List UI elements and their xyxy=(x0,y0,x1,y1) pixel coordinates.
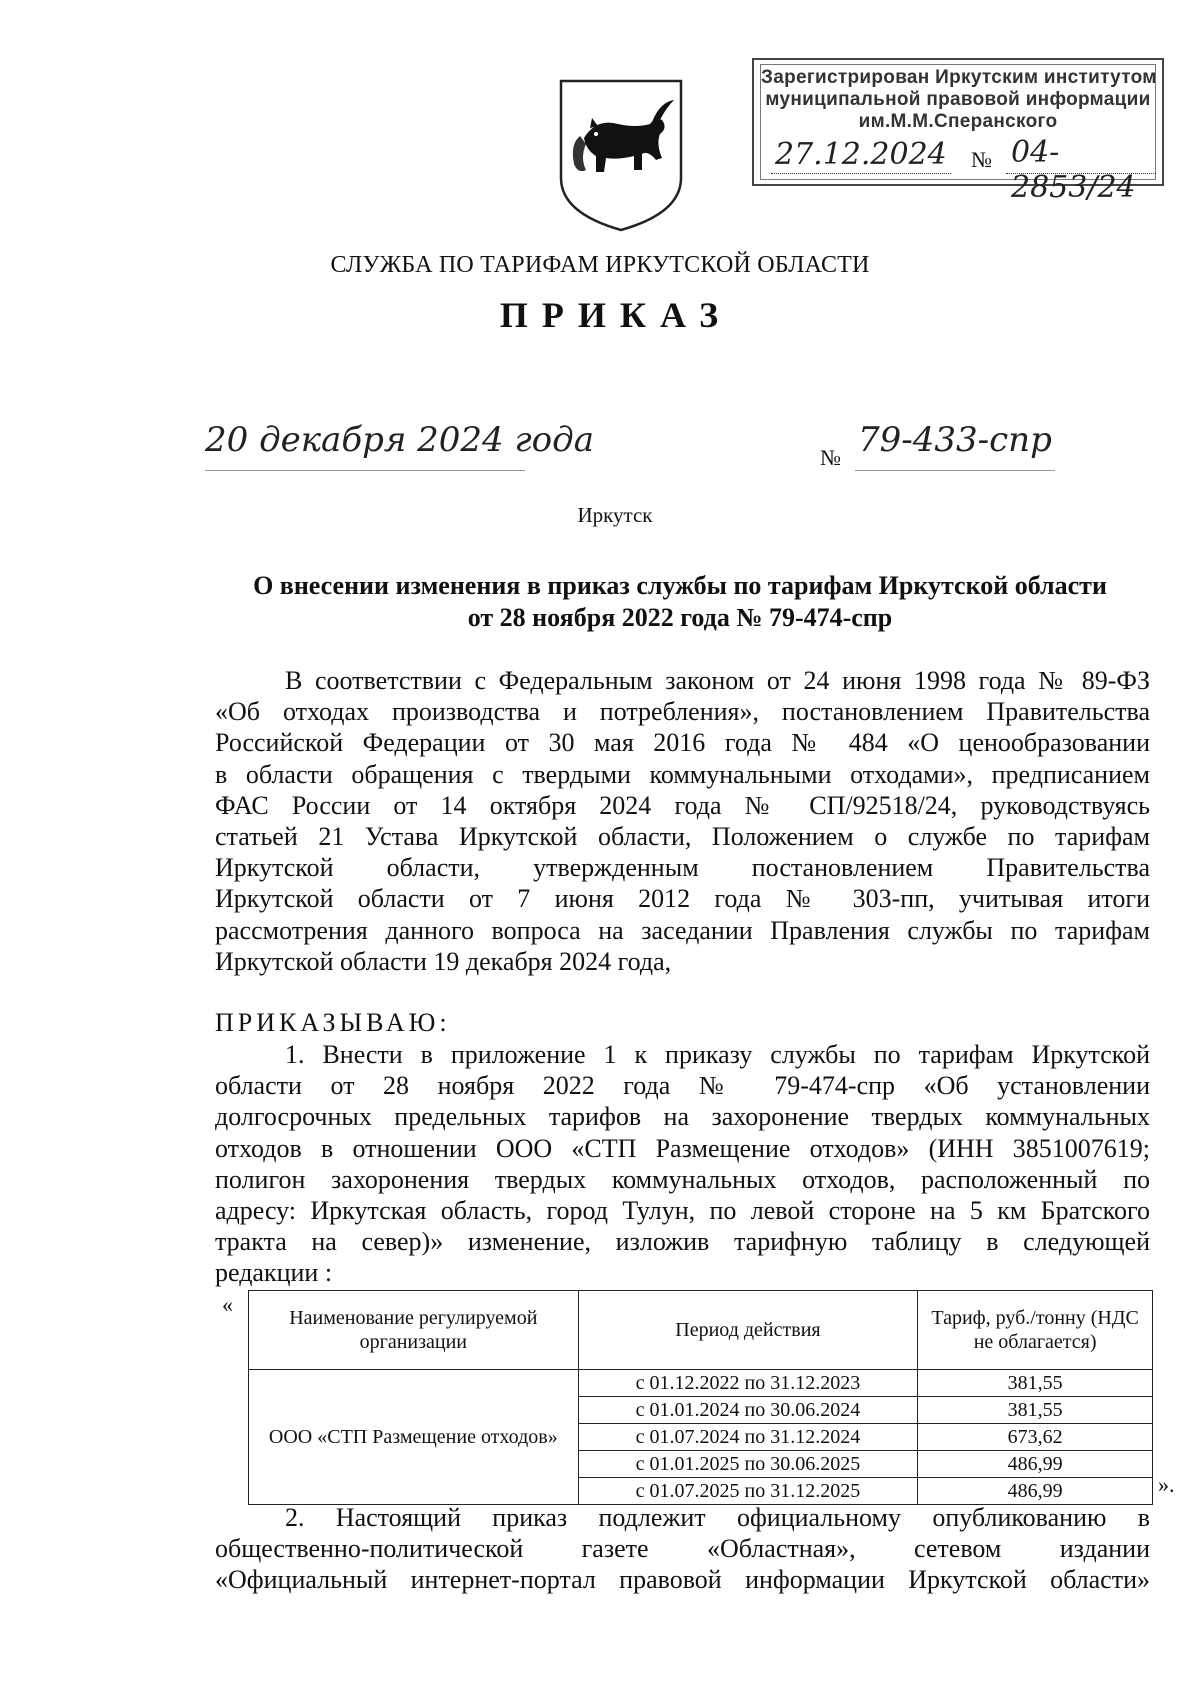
quote-close: ». xyxy=(1158,1472,1175,1497)
item-1-paragraph xyxy=(215,1039,1150,1289)
registration-stamp xyxy=(752,58,1164,205)
period-cell: с 01.07.2025 по 31.12.2025 xyxy=(578,1478,918,1505)
text-line: тракта на север)» изменение, изложив тарифную таблицу в следующей xyxy=(215,1227,1150,1257)
column-header: Период действия xyxy=(578,1291,918,1370)
table-row xyxy=(249,1370,1153,1397)
period-cell: с 01.12.2022 по 31.12.2023 xyxy=(578,1370,918,1397)
stamp-number-line xyxy=(1006,173,1156,174)
heading-line: от 28 ноября 2022 года № 79-474-спр xyxy=(467,603,893,632)
tariff-table xyxy=(248,1290,1153,1505)
text-line: ФАС России от 14 октября 2024 года № СП/92518/24, руководствуясь xyxy=(215,790,1150,820)
city: Иркутск xyxy=(577,503,653,527)
date-underline xyxy=(205,470,525,471)
period-cell: с 01.01.2024 по 30.06.2024 xyxy=(578,1397,918,1424)
text-line: Иркутской области, утвержденным постановлением Правительства xyxy=(215,853,1150,883)
tariff-cell: 673,62 xyxy=(918,1424,1153,1451)
stamp-number-label: № xyxy=(971,147,992,172)
stamp-number: 04-2853/24 xyxy=(1011,135,1136,205)
preamble-paragraph xyxy=(215,665,1150,977)
document-type-title: ПРИКАЗ xyxy=(499,295,733,335)
text-line: Иркутской области 19 декабря 2024 года, xyxy=(215,946,672,976)
text-line: редакции : xyxy=(215,1258,333,1288)
text-line: Российской Федерации от 30 мая 2016 года № 484 «О ценообразовании xyxy=(215,728,1150,758)
document-heading xyxy=(210,570,1150,634)
text-line: рассмотрения данного вопроса на заседании Правления службы по тарифам xyxy=(215,915,1150,945)
text-line: «Об отходах производства и потребления», постановлением Правительства xyxy=(215,697,1150,727)
order-date: 20 декабря 2024 года xyxy=(205,420,594,460)
text-line: полигон захоронения твердых коммунальных отходов, расположенный по xyxy=(215,1164,1150,1194)
text-line: адресу: Иркутская область, город Тулун, по левой стороне на 5 км Братского xyxy=(215,1196,1150,1226)
order-number-label: № xyxy=(820,445,841,470)
text-line: общественно-политической газете «Областная», сетевом издании xyxy=(215,1534,1150,1564)
column-header: Наименование регулируемой организации xyxy=(249,1291,579,1370)
stamp-line: Зарегистрирован Иркутским институтом xyxy=(761,67,1157,88)
column-header: Тариф, руб./тонну (НДС не облагается) xyxy=(918,1291,1153,1370)
quote-open: « xyxy=(222,1292,233,1317)
text-line: долгосрочных предельных тарифов на захоронение твердых коммунальных xyxy=(215,1102,1150,1132)
stamp-date: 27.12.2024 xyxy=(775,137,947,172)
number-underline xyxy=(855,470,1055,471)
text-line: Иркутской области от 7 июня 2012 года № 303-пп, учитывая итоги xyxy=(215,884,1150,914)
order-directive: ПРИКАЗЫВАЮ: xyxy=(215,1008,451,1037)
agency-name: СЛУЖБА ПО ТАРИФАМ ИРКУТСКОЙ ОБЛАСТИ xyxy=(330,252,870,278)
organization-cell: ООО «СТП Размещение отходов» xyxy=(249,1370,579,1505)
text-line: 1. Внести в приложение 1 к приказу службы по тарифам Иркутской xyxy=(285,1040,1150,1069)
text-line: отходов в отношении ООО «СТП Размещение отходов» (ИНН 3851007619; xyxy=(215,1133,1150,1163)
item-2-paragraph xyxy=(215,1502,1150,1596)
text-line: статьей 21 Устава Иркутской области, Положением о службе по тарифам xyxy=(215,822,1150,852)
period-cell: с 01.07.2024 по 31.12.2024 xyxy=(578,1424,918,1451)
heading-line: О внесении изменения в приказ службы по тарифам Иркутской области xyxy=(253,571,1107,600)
text-line: в области обращения с твердыми коммунальными отходами», предписанием xyxy=(215,759,1150,789)
text-line: В соответствии с Федеральным законом от 24 июня 1998 года № 89-ФЗ xyxy=(285,666,1150,695)
tariff-cell: 486,99 xyxy=(918,1478,1153,1505)
order-number: 79-433-спр xyxy=(858,420,1052,460)
text-line: области от 28 ноября 2022 года № 79-474-спр «Об установлении xyxy=(215,1071,1150,1101)
stamp-line: муниципальной правовой информации xyxy=(765,89,1151,110)
text-line: 2. Настоящий приказ подлежит официальному опубликованию в xyxy=(285,1503,1150,1532)
tariff-cell: 381,55 xyxy=(918,1370,1153,1397)
tariff-cell: 381,55 xyxy=(918,1397,1153,1424)
stamp-line: им.М.М.Сперанского xyxy=(858,111,1058,132)
stamp-date-line xyxy=(771,173,951,174)
text-line: «Официальный интернет-портал правовой информации Иркутской области» xyxy=(215,1565,1150,1595)
table-header-row xyxy=(249,1291,1153,1370)
irkutsk-coat-of-arms-icon xyxy=(556,78,686,233)
period-cell: с 01.01.2025 по 30.06.2025 xyxy=(578,1451,918,1478)
tariff-cell: 486,99 xyxy=(918,1451,1153,1478)
